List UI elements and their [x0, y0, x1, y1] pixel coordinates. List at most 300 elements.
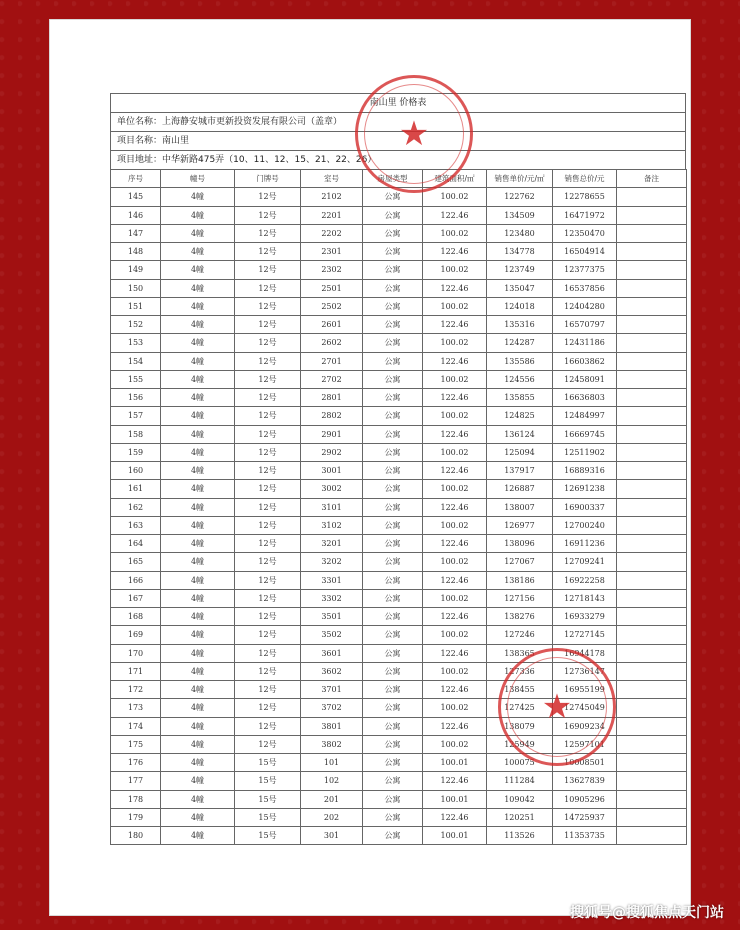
table-cell: 120251 — [487, 808, 553, 826]
table-cell: 12号 — [235, 188, 301, 206]
table-cell — [617, 498, 687, 516]
table-cell: 公寓 — [363, 717, 423, 735]
table-cell — [617, 224, 687, 242]
table-cell: 公寓 — [363, 626, 423, 644]
table-cell: 12号 — [235, 370, 301, 388]
table-cell: 12691238 — [553, 480, 617, 498]
table-cell: 2301 — [301, 243, 363, 261]
table-cell: 138365 — [487, 644, 553, 662]
table-cell: 12号 — [235, 462, 301, 480]
table-cell: 12404280 — [553, 297, 617, 315]
table-cell: 2202 — [301, 224, 363, 242]
table-row — [111, 334, 687, 352]
table-cell: 4幢 — [161, 754, 235, 772]
table-cell: 2802 — [301, 407, 363, 425]
table-row — [111, 681, 687, 699]
table-cell: 124825 — [487, 407, 553, 425]
table-cell: 155 — [111, 370, 161, 388]
table-cell: 12号 — [235, 425, 301, 443]
table-cell: 15号 — [235, 772, 301, 790]
table-cell: 公寓 — [363, 516, 423, 534]
column-header: 门牌号 — [235, 170, 301, 188]
table-cell: 12号 — [235, 224, 301, 242]
table-cell: 16537856 — [553, 279, 617, 297]
table-cell: 15号 — [235, 808, 301, 826]
table-row — [111, 772, 687, 790]
table-row — [111, 644, 687, 662]
table-cell: 148 — [111, 243, 161, 261]
table-cell: 15号 — [235, 790, 301, 808]
seal-star-icon: ★ — [398, 114, 430, 154]
table-cell: 16955199 — [553, 681, 617, 699]
table-cell: 12号 — [235, 535, 301, 553]
table-cell: 4幢 — [161, 662, 235, 680]
table-cell: 100.02 — [423, 626, 487, 644]
table-cell: 12458091 — [553, 370, 617, 388]
table-cell: 12号 — [235, 243, 301, 261]
column-header: 幢号 — [161, 170, 235, 188]
table-cell: 3302 — [301, 589, 363, 607]
table-cell: 公寓 — [363, 754, 423, 772]
table-cell: 4幢 — [161, 717, 235, 735]
table-cell: 100.02 — [423, 224, 487, 242]
table-cell: 2601 — [301, 316, 363, 334]
table-cell: 16889316 — [553, 462, 617, 480]
table-cell: 135047 — [487, 279, 553, 297]
price-table — [110, 169, 687, 845]
table-cell: 12745049 — [553, 699, 617, 717]
table-cell: 3002 — [301, 480, 363, 498]
table-cell: 2702 — [301, 370, 363, 388]
table-cell: 12号 — [235, 316, 301, 334]
table-cell — [617, 389, 687, 407]
table-cell: 127246 — [487, 626, 553, 644]
table-row — [111, 790, 687, 808]
table-cell: 202 — [301, 808, 363, 826]
table-cell — [617, 516, 687, 534]
table-cell: 122.46 — [423, 535, 487, 553]
table-cell: 4幢 — [161, 735, 235, 753]
table-cell: 16504914 — [553, 243, 617, 261]
table-cell: 公寓 — [363, 334, 423, 352]
table-cell: 126977 — [487, 516, 553, 534]
table-cell: 4幢 — [161, 425, 235, 443]
table-cell: 122.46 — [423, 717, 487, 735]
table-cell: 3801 — [301, 717, 363, 735]
table-cell: 4幢 — [161, 462, 235, 480]
table-cell: 2302 — [301, 261, 363, 279]
table-row — [111, 699, 687, 717]
table-cell: 4幢 — [161, 224, 235, 242]
table-cell — [617, 462, 687, 480]
table-cell: 122.46 — [423, 425, 487, 443]
table-cell: 公寓 — [363, 443, 423, 461]
table-cell: 12号 — [235, 662, 301, 680]
table-cell: 16944178 — [553, 644, 617, 662]
table-cell: 135855 — [487, 389, 553, 407]
table-cell — [617, 626, 687, 644]
table-cell: 4幢 — [161, 407, 235, 425]
table-row — [111, 827, 687, 845]
table-cell: 4幢 — [161, 480, 235, 498]
table-cell: 158 — [111, 425, 161, 443]
table-cell: 公寓 — [363, 571, 423, 589]
table-cell: 101 — [301, 754, 363, 772]
table-cell: 102 — [301, 772, 363, 790]
table-cell: 172 — [111, 681, 161, 699]
table-cell: 2902 — [301, 443, 363, 461]
table-cell: 163 — [111, 516, 161, 534]
table-cell: 138186 — [487, 571, 553, 589]
table-cell: 3301 — [301, 571, 363, 589]
table-cell: 100.02 — [423, 699, 487, 717]
table-cell: 16922258 — [553, 571, 617, 589]
table-cell — [617, 717, 687, 735]
table-cell: 4幢 — [161, 608, 235, 626]
table-cell: 公寓 — [363, 188, 423, 206]
table-cell: 12号 — [235, 279, 301, 297]
watermark-text: 搜狐号@搜狐焦点天门站 — [570, 905, 724, 921]
table-row — [111, 808, 687, 826]
table-cell — [617, 261, 687, 279]
table-cell: 123480 — [487, 224, 553, 242]
table-cell: 3701 — [301, 681, 363, 699]
table-cell: 16911236 — [553, 535, 617, 553]
table-cell — [617, 827, 687, 845]
table-cell: 2901 — [301, 425, 363, 443]
table-cell: 公寓 — [363, 352, 423, 370]
table-cell: 4幢 — [161, 772, 235, 790]
table-cell: 4幢 — [161, 279, 235, 297]
table-cell: 127425 — [487, 699, 553, 717]
table-cell: 4幢 — [161, 261, 235, 279]
table-cell: 3501 — [301, 608, 363, 626]
table-cell: 12号 — [235, 334, 301, 352]
table-cell: 公寓 — [363, 243, 423, 261]
table-cell: 100.02 — [423, 261, 487, 279]
table-cell: 16471972 — [553, 206, 617, 224]
table-row — [111, 516, 687, 534]
table-cell: 4幢 — [161, 297, 235, 315]
table-cell: 100.02 — [423, 735, 487, 753]
column-header: 销售总价/元 — [553, 170, 617, 188]
table-cell: 12431186 — [553, 334, 617, 352]
table-cell: 100.01 — [423, 754, 487, 772]
table-cell: 124018 — [487, 297, 553, 315]
table-cell: 178 — [111, 790, 161, 808]
table-row — [111, 261, 687, 279]
table-cell: 161 — [111, 480, 161, 498]
table-cell: 12736147 — [553, 662, 617, 680]
table-cell: 15号 — [235, 827, 301, 845]
table-cell: 100.01 — [423, 827, 487, 845]
table-cell: 公寓 — [363, 389, 423, 407]
table-cell: 12号 — [235, 389, 301, 407]
table-cell: 12377375 — [553, 261, 617, 279]
table-cell: 4幢 — [161, 808, 235, 826]
table-cell: 12号 — [235, 297, 301, 315]
table-cell: 100.02 — [423, 370, 487, 388]
table-cell: 137917 — [487, 462, 553, 480]
table-cell — [617, 735, 687, 753]
table-cell: 16909234 — [553, 717, 617, 735]
table-header-row — [111, 170, 687, 188]
table-cell: 10905296 — [553, 790, 617, 808]
table-row — [111, 206, 687, 224]
table-cell: 2602 — [301, 334, 363, 352]
table-cell: 公寓 — [363, 425, 423, 443]
table-cell: 公寓 — [363, 589, 423, 607]
table-cell: 134778 — [487, 243, 553, 261]
table-cell: 16603862 — [553, 352, 617, 370]
table-cell: 公寓 — [363, 498, 423, 516]
table-cell: 150 — [111, 279, 161, 297]
table-cell: 12号 — [235, 443, 301, 461]
table-cell: 123749 — [487, 261, 553, 279]
table-cell: 100.02 — [423, 589, 487, 607]
table-cell: 2502 — [301, 297, 363, 315]
table-cell: 122.46 — [423, 498, 487, 516]
unit-name: 单位名称：上海静安城市更新投资发展有限公司（盖章） — [110, 112, 686, 131]
table-cell: 公寓 — [363, 480, 423, 498]
table-cell: 174 — [111, 717, 161, 735]
table-cell: 138079 — [487, 717, 553, 735]
table-cell: 4幢 — [161, 443, 235, 461]
table-cell: 12号 — [235, 571, 301, 589]
table-cell: 113526 — [487, 827, 553, 845]
table-cell: 16636803 — [553, 389, 617, 407]
table-row — [111, 754, 687, 772]
table-cell: 165 — [111, 553, 161, 571]
table-cell: 122.46 — [423, 316, 487, 334]
table-cell: 公寓 — [363, 535, 423, 553]
table-cell: 122.46 — [423, 243, 487, 261]
table-cell: 12号 — [235, 608, 301, 626]
table-cell — [617, 608, 687, 626]
table-cell: 177 — [111, 772, 161, 790]
table-cell: 138007 — [487, 498, 553, 516]
document-sheet — [50, 20, 690, 915]
table-cell — [617, 316, 687, 334]
table-row — [111, 224, 687, 242]
table-cell: 15号 — [235, 754, 301, 772]
table-cell: 100.01 — [423, 790, 487, 808]
table-cell: 176 — [111, 754, 161, 772]
table-cell: 122.46 — [423, 681, 487, 699]
table-cell: 127067 — [487, 553, 553, 571]
table-cell: 16570797 — [553, 316, 617, 334]
table-cell: 122.46 — [423, 462, 487, 480]
table-row — [111, 407, 687, 425]
table-cell: 125949 — [487, 735, 553, 753]
table-cell: 4幢 — [161, 352, 235, 370]
table-cell: 公寓 — [363, 206, 423, 224]
table-cell — [617, 553, 687, 571]
table-cell: 125094 — [487, 443, 553, 461]
table-cell: 4幢 — [161, 827, 235, 845]
table-cell: 100.02 — [423, 443, 487, 461]
table-cell — [617, 443, 687, 461]
table-cell: 146 — [111, 206, 161, 224]
table-cell — [617, 589, 687, 607]
table-row — [111, 480, 687, 498]
table-cell: 12号 — [235, 553, 301, 571]
table-cell: 124287 — [487, 334, 553, 352]
table-cell: 4幢 — [161, 699, 235, 717]
table-cell — [617, 425, 687, 443]
table-row — [111, 389, 687, 407]
table-cell: 3202 — [301, 553, 363, 571]
table-cell: 3602 — [301, 662, 363, 680]
table-cell: 138276 — [487, 608, 553, 626]
table-cell: 301 — [301, 827, 363, 845]
table-cell — [617, 772, 687, 790]
table-cell: 122.46 — [423, 352, 487, 370]
table-row — [111, 626, 687, 644]
table-cell: 159 — [111, 443, 161, 461]
table-row — [111, 735, 687, 753]
column-header: 建筑面积/㎡ — [423, 170, 487, 188]
column-header: 房屋类型 — [363, 170, 423, 188]
table-cell — [617, 407, 687, 425]
table-cell: 2801 — [301, 389, 363, 407]
table-cell: 公寓 — [363, 790, 423, 808]
table-cell: 公寓 — [363, 827, 423, 845]
table-cell: 3702 — [301, 699, 363, 717]
table-cell: 3102 — [301, 516, 363, 534]
table-cell: 4幢 — [161, 644, 235, 662]
table-cell: 12号 — [235, 681, 301, 699]
table-cell — [617, 480, 687, 498]
table-cell: 10008501 — [553, 754, 617, 772]
table-cell: 12号 — [235, 206, 301, 224]
table-cell: 12号 — [235, 626, 301, 644]
table-cell: 135586 — [487, 352, 553, 370]
table-cell: 100.02 — [423, 334, 487, 352]
table-row — [111, 316, 687, 334]
table-cell: 127336 — [487, 662, 553, 680]
table-cell: 149 — [111, 261, 161, 279]
table-cell: 12号 — [235, 498, 301, 516]
table-cell — [617, 334, 687, 352]
table-cell: 168 — [111, 608, 161, 626]
table-cell: 3601 — [301, 644, 363, 662]
table-cell: 4幢 — [161, 206, 235, 224]
table-cell: 4幢 — [161, 790, 235, 808]
table-cell — [617, 699, 687, 717]
table-cell: 12号 — [235, 735, 301, 753]
project-address: 项目地址：中华新路475弄（10、11、12、15、21、22、26） — [110, 150, 686, 169]
table-cell: 12号 — [235, 480, 301, 498]
table-row — [111, 425, 687, 443]
table-cell: 12511902 — [553, 443, 617, 461]
table-cell: 100.02 — [423, 516, 487, 534]
table-row — [111, 370, 687, 388]
table-cell: 122762 — [487, 188, 553, 206]
table-cell: 公寓 — [363, 644, 423, 662]
table-cell: 173 — [111, 699, 161, 717]
table-cell — [617, 644, 687, 662]
table-cell: 122.46 — [423, 206, 487, 224]
table-cell: 2201 — [301, 206, 363, 224]
table-cell: 166 — [111, 571, 161, 589]
table-cell — [617, 352, 687, 370]
table-cell: 109042 — [487, 790, 553, 808]
table-cell: 4幢 — [161, 589, 235, 607]
table-cell: 122.46 — [423, 571, 487, 589]
table-cell: 14725937 — [553, 808, 617, 826]
table-cell: 公寓 — [363, 297, 423, 315]
table-cell: 3802 — [301, 735, 363, 753]
table-cell: 100.02 — [423, 297, 487, 315]
table-cell: 16669745 — [553, 425, 617, 443]
column-header: 备注 — [617, 170, 687, 188]
table-cell: 公寓 — [363, 462, 423, 480]
table-cell: 公寓 — [363, 553, 423, 571]
table-cell: 171 — [111, 662, 161, 680]
table-cell: 公寓 — [363, 316, 423, 334]
table-cell: 100.02 — [423, 662, 487, 680]
table-cell: 124556 — [487, 370, 553, 388]
table-cell: 12号 — [235, 352, 301, 370]
table-cell: 公寓 — [363, 735, 423, 753]
table-cell: 111284 — [487, 772, 553, 790]
table-cell: 12号 — [235, 261, 301, 279]
table-cell: 180 — [111, 827, 161, 845]
table-row — [111, 717, 687, 735]
table-cell: 126887 — [487, 480, 553, 498]
table-cell — [617, 243, 687, 261]
table-cell: 13627839 — [553, 772, 617, 790]
table-cell: 2102 — [301, 188, 363, 206]
table-cell — [617, 279, 687, 297]
table-cell: 公寓 — [363, 279, 423, 297]
table-cell: 4幢 — [161, 389, 235, 407]
table-cell: 4幢 — [161, 553, 235, 571]
table-cell: 公寓 — [363, 224, 423, 242]
table-cell: 公寓 — [363, 662, 423, 680]
table-cell — [617, 571, 687, 589]
table-cell: 12号 — [235, 717, 301, 735]
document-title: 南山里 价格表 — [110, 93, 686, 112]
table-cell: 162 — [111, 498, 161, 516]
table-cell: 100.02 — [423, 188, 487, 206]
table-cell: 136124 — [487, 425, 553, 443]
table-cell: 12709241 — [553, 553, 617, 571]
table-cell: 160 — [111, 462, 161, 480]
table-cell: 154 — [111, 352, 161, 370]
table-cell — [617, 754, 687, 772]
table-cell: 3201 — [301, 535, 363, 553]
table-row — [111, 279, 687, 297]
table-cell: 2501 — [301, 279, 363, 297]
table-cell — [617, 297, 687, 315]
table-cell: 12350470 — [553, 224, 617, 242]
price-list-document — [110, 93, 686, 845]
table-cell: 152 — [111, 316, 161, 334]
table-cell: 16933279 — [553, 608, 617, 626]
column-header: 室号 — [301, 170, 363, 188]
table-cell: 12278655 — [553, 188, 617, 206]
table-cell: 134509 — [487, 206, 553, 224]
table-row — [111, 498, 687, 516]
table-cell: 12号 — [235, 516, 301, 534]
table-row — [111, 535, 687, 553]
table-row — [111, 443, 687, 461]
table-cell: 175 — [111, 735, 161, 753]
table-cell: 4幢 — [161, 334, 235, 352]
table-cell: 12597101 — [553, 735, 617, 753]
